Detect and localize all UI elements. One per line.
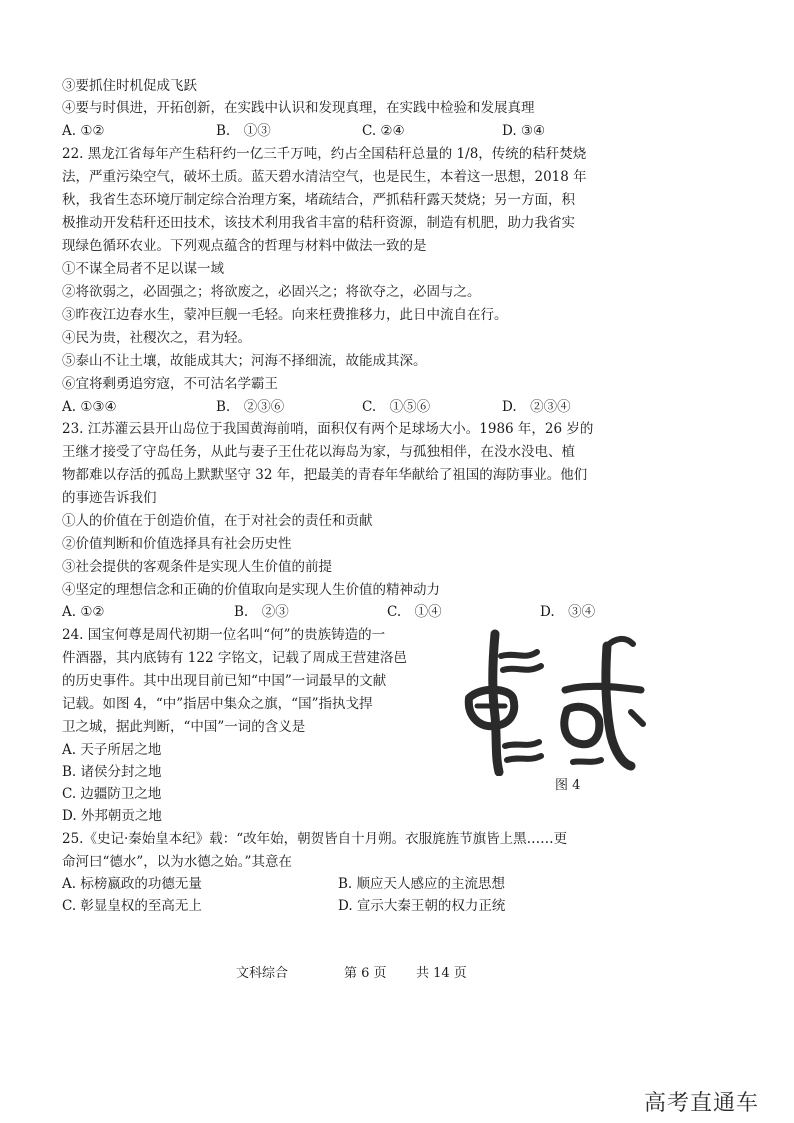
option-a: A. ①③④ bbox=[62, 399, 117, 415]
footer-total-pages: 共 14 页 bbox=[416, 966, 467, 981]
q23-stem: 23. 江苏灌云县开山岛位于我国黄海前哨，面积仅有两个足球场大小。1986 年，26 岁的 bbox=[62, 421, 594, 437]
option-c: C. 彰显皇权的至高无上 bbox=[62, 898, 202, 914]
q24-stem: 记载。如图 4，“中”指居中集众之旗，“国”指执戈捍 bbox=[62, 696, 373, 712]
option-c: C. ①④ bbox=[387, 604, 442, 620]
q21-options bbox=[62, 121, 742, 141]
q25-options-row-2 bbox=[62, 896, 622, 916]
q22-statement-5: ⑤泰山不让土壤，故能成其大；河海不择细流，故能成其深。 bbox=[62, 353, 427, 369]
footer-page-number: 第 6 页 bbox=[344, 966, 387, 981]
q22-stem: 现绿色循环农业。下列观点蕴含的哲理与材料中做法一致的是 bbox=[62, 238, 427, 254]
q23-statement-2: ②价值判断和价值选择具有社会历史性 bbox=[62, 536, 292, 552]
q23-stem: 的事迹告诉我们 bbox=[62, 490, 157, 506]
figure-caption: 图 4 bbox=[555, 778, 581, 793]
q22-statement-4: ④民为贵，社稷次之，君为轻。 bbox=[62, 330, 251, 346]
q22-statement-6: ⑥宜将剩勇追穷寇，不可沽名学霸王 bbox=[62, 376, 278, 392]
q22-stem: 极推动开发秸秆还田技术，该技术利用我省丰富的秸秆资源，制造有机肥，助力我省实 bbox=[62, 215, 575, 231]
q25-stem: 命河曰“德水”，以为水德之始。”其意在 bbox=[62, 854, 292, 870]
option-d: D. ②③④ bbox=[502, 399, 571, 415]
figure-4-bronze-inscription bbox=[455, 626, 649, 796]
q22-stem: 22. 黑龙江省每年产生秸秆约一亿三千万吨，约占全国秸秆总量的 1/8，传统的秸秆焚烧 bbox=[62, 146, 587, 162]
q23-options bbox=[62, 602, 742, 622]
option-a: A. ①② bbox=[62, 123, 105, 139]
q24-stem: 的历史事件。其中出现目前已知“中国”一词最早的文献 bbox=[62, 673, 387, 689]
option-a: A. 标榜嬴政的功德无量 bbox=[62, 876, 202, 892]
q22-options bbox=[62, 397, 742, 417]
option-b: B. ①③ bbox=[216, 123, 271, 139]
option-d: D. 宣示大秦王朝的权力正统 bbox=[338, 898, 506, 914]
inscription-image bbox=[455, 626, 649, 776]
q24-stem: 卫之城，据此判断，“中国”一词的含义是 bbox=[62, 719, 306, 735]
option-c: C. ①⑤⑥ bbox=[362, 399, 431, 415]
q22-stem: 秋，我省生态环境厅制定综合治理方案，堵疏结合，严抓秸秆露天焚烧；另一方面，积 bbox=[62, 192, 575, 208]
q22-stem: 法，严重污染空气，破坏土质。蓝天碧水清洁空气，也是民生，本着这一思想，2018 年 bbox=[62, 169, 587, 185]
option-c: C. ②④ bbox=[362, 123, 405, 139]
q22-statement-2: ②将欲弱之，必固强之；将欲废之，必固兴之；将欲夺之，必固与之。 bbox=[62, 284, 481, 300]
q24-option-b: B. 诸侯分封之地 bbox=[62, 764, 162, 780]
q23-statement-3: ③社会提供的客观条件是实现人生价值的前提 bbox=[62, 559, 332, 575]
q24-option-d: D. 外邦朝贡之地 bbox=[62, 808, 162, 824]
q21-statement-3: ③要抓住时机促成飞跃 bbox=[62, 78, 197, 94]
q25-options-row-1 bbox=[62, 874, 622, 894]
q23-statement-1: ①人的价值在于创造价值，在于对社会的责任和贡献 bbox=[62, 513, 373, 529]
q21-statement-4: ④要与时俱进，开拓创新，在实践中认识和发现真理，在实践中检验和发展真理 bbox=[62, 100, 535, 116]
footer-subject: 文科综合 bbox=[236, 966, 289, 981]
q23-stem: 王继才接受了守岛任务，从此与妻子王仕花以海岛为家，与孤独相伴，在没水没电、植 bbox=[62, 444, 575, 460]
q22-statement-1: ①不谋全局者不足以谋一域 bbox=[62, 261, 224, 277]
q22-statement-3: ③昨夜江边春水生，蒙冲巨舰一毛轻。向来枉费推移力，此日中流自在行。 bbox=[62, 307, 508, 323]
q23-statement-4: ④坚定的理想信念和正确的价值取向是实现人生价值的精神动力 bbox=[62, 582, 440, 598]
q25-stem: 25.《史记·秦始皇本纪》载：“改年始，朝贺皆自十月朔。衣服旄旌节旗皆上黑……更 bbox=[62, 831, 568, 847]
page-footer bbox=[236, 964, 566, 984]
option-b: B. ②③⑥ bbox=[216, 399, 285, 415]
option-b: B. 顺应天人感应的主流思想 bbox=[338, 876, 506, 892]
option-d: D. ③④ bbox=[502, 123, 546, 139]
q24-option-a: A. 天子所居之地 bbox=[62, 742, 162, 758]
q24-stem: 24. 国宝何尊是周代初期一位名叫“何”的贵族铸造的一 bbox=[62, 627, 386, 643]
option-a: A. ①② bbox=[62, 604, 105, 620]
q24-stem: 件酒器，其内底铸有 122 字铭文，记载了周成王营建洛邑 bbox=[62, 650, 407, 666]
q23-stem: 物都难以存活的孤岛上默默坚守 32 年，把最美的青春年华献给了祖国的海防事业。他们 bbox=[62, 467, 588, 483]
option-b: B. ②③ bbox=[234, 604, 289, 620]
q24-option-c: C. 边疆防卫之地 bbox=[62, 786, 162, 802]
watermark: 高考直通车 bbox=[644, 1091, 760, 1116]
option-d: D. ③④ bbox=[540, 604, 596, 620]
